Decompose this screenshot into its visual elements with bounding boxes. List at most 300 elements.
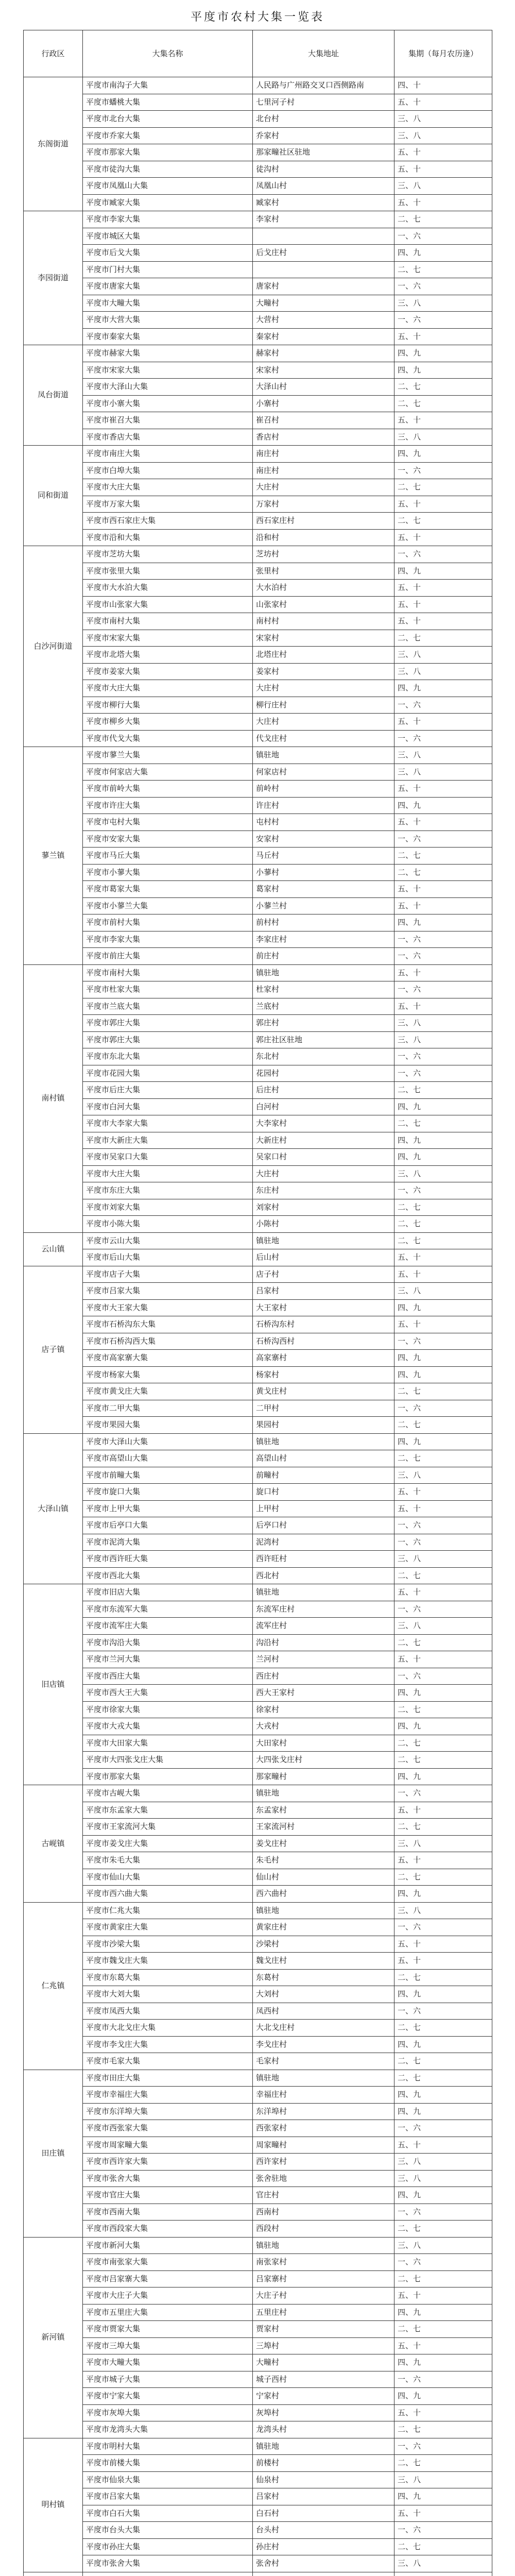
market-period-cell: 三、八 [394, 1467, 492, 1484]
market-name-cell: 平度市黄戈庄大集 [83, 1383, 253, 1400]
market-name-cell: 平度市吕家大集 [83, 1283, 253, 1300]
market-address-cell: 北塔庄村 [253, 647, 394, 664]
market-address-cell: 前岭村 [253, 781, 394, 798]
market-address-cell: 吕家村 [253, 1283, 394, 1300]
market-address-cell: 镇驻地 [253, 1232, 394, 1249]
table-row [24, 1534, 492, 1551]
market-name-cell: 平度市大疃大集 [83, 295, 253, 312]
market-address-cell: 徐家村 [253, 1701, 394, 1718]
market-name-cell: 平度市后亭口大集 [83, 1517, 253, 1534]
market-address-cell: 小寨村 [253, 395, 394, 412]
market-period-cell: 二、七 [394, 1417, 492, 1434]
market-name-cell: 平度市东流军大集 [83, 1601, 253, 1618]
table-row [24, 1350, 492, 1367]
market-name-cell: 平度市贾家大集 [83, 2321, 253, 2338]
table-row [24, 964, 492, 981]
table-row [24, 2087, 492, 2104]
market-name-cell: 平度市旧店大集 [83, 1584, 253, 1601]
market-period-cell: 五、十 [394, 964, 492, 981]
market-address-cell: 大北戈庄村 [253, 2020, 394, 2037]
market-address-cell: 兰底村 [253, 998, 394, 1015]
table-row [24, 2204, 492, 2221]
market-name-cell: 平度市那家大集 [83, 1768, 253, 1785]
market-name-cell: 平度市沙梁大集 [83, 1936, 253, 1953]
market-address-cell: 五里庄村 [253, 2304, 394, 2321]
market-period-cell: 二、七 [394, 211, 492, 228]
market-address-cell: 镇驻地 [253, 2237, 394, 2254]
market-address-cell: 沟沿村 [253, 1634, 394, 1651]
table-row [24, 613, 492, 630]
market-period-cell: 三、八 [394, 429, 492, 446]
market-address-cell: 东孟家村 [253, 1802, 394, 1819]
table-row [24, 2522, 492, 2539]
market-period-cell: 五、十 [394, 1651, 492, 1668]
market-period-cell: 五、十 [394, 1266, 492, 1283]
market-address-cell: 果园村 [253, 1417, 394, 1434]
market-name-cell: 平度市宋家大集 [83, 630, 253, 647]
market-name-cell: 平度市南庄大集 [83, 446, 253, 463]
market-name-cell: 平度市上甲大集 [83, 1500, 253, 1517]
region-cell: 云山镇 [24, 1232, 83, 1266]
market-period-cell: 五、十 [394, 2287, 492, 2304]
market-address-cell: 人民路与广州路交叉口西侧路南 [253, 77, 394, 94]
market-name-cell: 平度市西段家大集 [83, 2221, 253, 2238]
table-row [24, 1500, 492, 1517]
header-region: 行政区 [24, 30, 83, 77]
table-row [24, 881, 492, 898]
table-row [24, 412, 492, 429]
table-row [24, 429, 492, 446]
market-address-cell: 西六曲村 [253, 1886, 394, 1903]
document-title: 平度市农村大集一览表 [190, 11, 324, 24]
market-address-cell: 镇驻地 [253, 964, 394, 981]
table-row [24, 1232, 492, 1249]
table-row [24, 513, 492, 530]
market-period-cell: 二、七 [394, 630, 492, 647]
market-name-cell: 平度市黄家庄大集 [83, 1919, 253, 1936]
market-period-cell: 四、九 [394, 2304, 492, 2321]
table-row [24, 1835, 492, 1852]
market-address-cell: 东庄村 [253, 1182, 394, 1199]
table-row [24, 747, 492, 764]
market-name-cell: 平度市张里大集 [83, 563, 253, 580]
table-row [24, 1182, 492, 1199]
market-period-cell: 一、六 [394, 948, 492, 965]
market-address-cell: 代戈庄村 [253, 730, 394, 747]
table-row [24, 630, 492, 647]
market-name-cell: 平度市高望山大集 [83, 1450, 253, 1467]
market-address-cell: 店子村 [253, 1266, 394, 1283]
table-row [24, 379, 492, 396]
market-address-cell: 石桥沟东村 [253, 1316, 394, 1333]
market-period-cell: 二、七 [394, 1735, 492, 1752]
market-address-cell: 屯村村 [253, 814, 394, 831]
market-period-cell: 五、十 [394, 328, 492, 345]
market-address-cell: 大田家村 [253, 1735, 394, 1752]
market-address-cell: 那家疃村 [253, 1768, 394, 1785]
market-name-cell: 平度市郭庄大集 [83, 1015, 253, 1032]
table-row [24, 1216, 492, 1233]
region-cell: 明村镇 [24, 2438, 83, 2572]
table-row [24, 2488, 492, 2505]
market-address-cell [253, 2572, 394, 2576]
market-name-cell: 平度市南张家大集 [83, 2254, 253, 2271]
market-address-cell: 郭庄社区驻地 [253, 1031, 394, 1048]
market-period-cell: 二、七 [394, 864, 492, 881]
table-row [24, 1450, 492, 1467]
table-row [24, 228, 492, 245]
market-name-cell: 平度市臧家大集 [83, 194, 253, 211]
market-period-cell: 二、七 [394, 1199, 492, 1216]
table-row [24, 111, 492, 128]
market-address-cell: 南庄村 [253, 462, 394, 479]
market-name-cell: 平度市小陈大集 [83, 1216, 253, 1233]
market-period-cell: 四、九 [394, 563, 492, 580]
market-name-cell: 平度市大戎大集 [83, 1718, 253, 1735]
market-address-cell: 前村村 [253, 914, 394, 931]
market-period-cell: 三、八 [394, 647, 492, 664]
market-address-cell: 芝坊村 [253, 546, 394, 563]
market-period-cell: 二、七 [394, 479, 492, 496]
table-row [24, 1634, 492, 1651]
region-cell [24, 2572, 83, 2576]
market-name-cell: 平度市明村大集 [83, 2438, 253, 2455]
market-period-cell: 五、十 [394, 529, 492, 546]
market-name-cell: 平度市姜家大集 [83, 663, 253, 680]
market-address-cell: 大营村 [253, 312, 394, 329]
market-period-cell: 一、六 [394, 462, 492, 479]
market-address-cell: 刘家村 [253, 1199, 394, 1216]
market-period-cell: 五、十 [394, 194, 492, 211]
market-address-cell: 魏戈庄村 [253, 1953, 394, 1970]
region-cell: 田庄镇 [24, 2070, 83, 2237]
table-row [24, 1668, 492, 1685]
table-row [24, 680, 492, 697]
market-address-cell: 二甲村 [253, 1400, 394, 1417]
market-address-cell: 葛家村 [253, 881, 394, 898]
table-row [24, 797, 492, 814]
market-name-cell: 平度市徐家大集 [83, 1701, 253, 1718]
market-address-cell: 大庄村 [253, 714, 394, 731]
market-period-cell: 五、十 [394, 1484, 492, 1501]
table-row [24, 1567, 492, 1584]
market-address-cell: 西石家庄村 [253, 513, 394, 530]
market-period-cell: 二、七 [394, 2421, 492, 2438]
market-address-cell: 黄家庄村 [253, 1919, 394, 1936]
market-period-cell: 一、六 [394, 1065, 492, 1082]
market-address-cell: 石桥沟西村 [253, 1333, 394, 1350]
market-address-cell: 兰河村 [253, 1651, 394, 1668]
market-name-cell: 平度市大刘大集 [83, 1986, 253, 2003]
market-period-cell: 五、十 [394, 2404, 492, 2421]
market-name-cell: 平度市柳乡大集 [83, 714, 253, 731]
table-row [24, 345, 492, 362]
market-address-cell: 大庄村 [253, 479, 394, 496]
market-period-cell: 五、十 [394, 781, 492, 798]
market-address-cell: 大李家村 [253, 1115, 394, 1132]
market-period-cell: 一、六 [394, 546, 492, 563]
table-row [24, 2371, 492, 2388]
market-address-cell: 南庄村 [253, 446, 394, 463]
market-address-cell: 吕家寨村 [253, 2270, 394, 2287]
market-name-cell: 平度市高家寨大集 [83, 1350, 253, 1367]
market-period-cell: 二、七 [394, 1969, 492, 1986]
market-name-cell: 平度市周家疃大集 [83, 2137, 253, 2154]
market-address-cell: 灰埠村 [253, 2404, 394, 2421]
market-period-cell: 四、九 [394, 2187, 492, 2204]
table-row [24, 312, 492, 329]
market-address-cell: 南村村 [253, 613, 394, 630]
market-address-cell: 高望山村 [253, 1450, 394, 1467]
market-address-cell: 西南村 [253, 2204, 394, 2221]
market-name-cell: 平度市大泽山大集 [83, 1433, 253, 1450]
market-name-cell: 平度市二甲大集 [83, 1400, 253, 1417]
market-name-cell: 平度市田庄大集 [83, 2070, 253, 2087]
market-period-cell: 四、九 [394, 1132, 492, 1149]
market-name-cell: 平度市果园大集 [83, 1417, 253, 1434]
market-name-cell [83, 2572, 253, 2576]
market-address-cell: 流军庄村 [253, 1618, 394, 1635]
table-row [24, 2020, 492, 2037]
market-period-cell: 四、九 [394, 680, 492, 697]
market-period-cell: 一、六 [394, 1668, 492, 1685]
table-row [24, 948, 492, 965]
region-cell: 蓼兰镇 [24, 747, 83, 965]
table-row [24, 2053, 492, 2070]
table-row [24, 1333, 492, 1350]
region-cell: 新河镇 [24, 2237, 83, 2438]
market-address-cell: 前疃村 [253, 1467, 394, 1484]
table-row [24, 546, 492, 563]
market-address-cell: 大刘村 [253, 1986, 394, 2003]
market-name-cell: 平度市旋口大集 [83, 1484, 253, 1501]
market-period-cell: 一、六 [394, 1919, 492, 1936]
market-name-cell: 平度市灰埠大集 [83, 2404, 253, 2421]
market-period-cell: 一、六 [394, 1785, 492, 1802]
header-market-name: 大集名称 [83, 30, 253, 77]
market-name-cell: 平度市吕家大集 [83, 2488, 253, 2505]
table-row [24, 1919, 492, 1936]
table-row [24, 1701, 492, 1718]
market-period-cell: 四、九 [394, 1350, 492, 1367]
market-name-cell: 平度市北塔大集 [83, 647, 253, 664]
market-period-cell: 一、六 [394, 831, 492, 848]
table-row [24, 1149, 492, 1166]
market-period-cell: 三、八 [394, 295, 492, 312]
market-period-cell: 五、十 [394, 580, 492, 597]
market-name-cell: 平度市西许家大集 [83, 2154, 253, 2171]
market-name-cell: 平度市宋家大集 [83, 362, 253, 379]
market-address-cell: 大泽山村 [253, 379, 394, 396]
market-address-cell: 前庄村 [253, 948, 394, 965]
market-name-cell: 平度市唐家大集 [83, 278, 253, 295]
market-period-cell: 五、十 [394, 2137, 492, 2154]
table-row [24, 529, 492, 546]
table-row [24, 2187, 492, 2204]
market-period-cell: 三、八 [394, 1551, 492, 1568]
table-row [24, 663, 492, 680]
market-address-cell: 张舍驻地 [253, 2170, 394, 2187]
table-row [24, 2471, 492, 2488]
market-period-cell: 二、七 [394, 395, 492, 412]
market-name-cell: 平度市仙泉大集 [83, 2471, 253, 2488]
market-period-cell [394, 2572, 492, 2576]
table-row [24, 1651, 492, 1668]
market-period-cell: 二、七 [394, 1450, 492, 1467]
table-row [24, 2154, 492, 2171]
market-period-cell: 四、九 [394, 2354, 492, 2371]
market-name-cell: 平度市代戈大集 [83, 730, 253, 747]
market-period-cell: 二、七 [394, 1701, 492, 1718]
table-row [24, 295, 492, 312]
market-address-cell: 凤西村 [253, 2003, 394, 2020]
market-period-cell: 四、九 [394, 1366, 492, 1383]
market-address-cell: 白石村 [253, 2505, 394, 2522]
market-address-cell: 后亭口村 [253, 1517, 394, 1534]
header-market-period: 集期（每月农历逢） [394, 30, 492, 77]
table-row [24, 730, 492, 747]
table-row [24, 1969, 492, 1986]
market-period-cell: 五、十 [394, 94, 492, 111]
market-period-cell: 四、九 [394, 1433, 492, 1450]
market-fair-table [23, 30, 492, 2576]
market-address-cell: 前楼村 [253, 2455, 394, 2472]
market-address-cell: 镇驻地 [253, 2438, 394, 2455]
market-period-cell: 五、十 [394, 1584, 492, 1601]
market-address-cell: 那家疃社区驻地 [253, 144, 394, 161]
market-period-cell: 一、六 [394, 730, 492, 747]
market-address-cell: 镇驻地 [253, 1785, 394, 1802]
table-row [24, 897, 492, 914]
market-period-cell: 三、八 [394, 1031, 492, 1048]
market-address-cell: 西张家村 [253, 2120, 394, 2137]
market-address-cell: 吴家口村 [253, 1149, 394, 1166]
market-period-cell: 三、八 [394, 1902, 492, 1919]
market-period-cell: 二、七 [394, 261, 492, 278]
market-period-cell: 五、十 [394, 998, 492, 1015]
table-row [24, 446, 492, 463]
market-period-cell: 四、九 [394, 362, 492, 379]
market-period-cell: 三、八 [394, 111, 492, 128]
market-address-cell: 乔家村 [253, 127, 394, 144]
table-row [24, 1936, 492, 1953]
table-row [24, 496, 492, 513]
region-cell: 大泽山镇 [24, 1433, 83, 1584]
market-name-cell: 平度市大北戈庄大集 [83, 2020, 253, 2037]
market-period-cell: 五、十 [394, 1852, 492, 1869]
table-row [24, 848, 492, 865]
market-name-cell: 平度市前楼大集 [83, 2455, 253, 2472]
table-row [24, 2538, 492, 2555]
table-row [24, 1098, 492, 1115]
market-name-cell: 平度市大庄大集 [83, 1165, 253, 1182]
market-period-cell: 五、十 [394, 144, 492, 161]
table-row [24, 1785, 492, 1802]
table-row [24, 1417, 492, 1434]
market-name-cell: 平度市东北大集 [83, 1048, 253, 1065]
market-address-cell: 大四张戈庄村 [253, 1752, 394, 1769]
market-address-cell: 朱毛村 [253, 1852, 394, 1869]
market-address-cell: 大疃村 [253, 295, 394, 312]
market-name-cell: 平度市花园大集 [83, 1065, 253, 1082]
market-period-cell: 二、七 [394, 1869, 492, 1886]
market-name-cell: 平度市前岭大集 [83, 781, 253, 798]
region-cell: 东阁街道 [24, 77, 83, 211]
market-address-cell: 仙山村 [253, 1869, 394, 1886]
market-period-cell: 一、六 [394, 1601, 492, 1618]
table-row [24, 1467, 492, 1484]
market-name-cell: 平度市西张家大集 [83, 2120, 253, 2137]
market-address-cell: 沿和村 [253, 529, 394, 546]
table-row [24, 1266, 492, 1283]
market-address-cell: 白河村 [253, 1098, 394, 1115]
market-name-cell: 平度市台头大集 [83, 2522, 253, 2539]
table-row [24, 563, 492, 580]
table-row [24, 2036, 492, 2053]
table-body [24, 77, 492, 2576]
market-name-cell: 平度市前庄大集 [83, 948, 253, 965]
market-address-cell: 宋家村 [253, 362, 394, 379]
market-name-cell: 平度市西庄大集 [83, 1668, 253, 1685]
market-address-cell: 孙庄村 [253, 2538, 394, 2555]
market-name-cell: 平度市宁家大集 [83, 2388, 253, 2405]
table-row [24, 2237, 492, 2254]
table-row [24, 1735, 492, 1752]
table-row [24, 1299, 492, 1316]
market-name-cell: 平度市大王家大集 [83, 1299, 253, 1316]
market-name-cell: 平度市大新庄大集 [83, 1132, 253, 1149]
market-address-cell: 镇驻地 [253, 1902, 394, 1919]
region-cell: 白沙河街道 [24, 546, 83, 747]
table-row [24, 1048, 492, 1065]
table-row [24, 864, 492, 881]
header-market-address: 大集地址 [253, 30, 394, 77]
market-address-cell: 李戈庄村 [253, 2036, 394, 2053]
market-name-cell: 平度市东葛大集 [83, 1969, 253, 1986]
market-name-cell: 平度市官庄大集 [83, 2187, 253, 2204]
market-period-cell: 四、九 [394, 1149, 492, 1166]
market-name-cell: 平度市店子大集 [83, 1266, 253, 1283]
market-period-cell: 一、六 [394, 312, 492, 329]
market-address-cell: 旋口村 [253, 1484, 394, 1501]
table-row [24, 2555, 492, 2572]
market-period-cell: 三、八 [394, 127, 492, 144]
market-name-cell: 平度市北台大集 [83, 111, 253, 128]
market-period-cell: 三、八 [394, 1165, 492, 1182]
market-name-cell: 平度市大泽山大集 [83, 379, 253, 396]
market-period-cell: 一、六 [394, 228, 492, 245]
market-period-cell: 五、十 [394, 897, 492, 914]
market-period-cell: 二、七 [394, 1383, 492, 1400]
market-name-cell: 平度市门村大集 [83, 261, 253, 278]
table-row [24, 1199, 492, 1216]
market-period-cell: 二、七 [394, 1115, 492, 1132]
market-address-cell: 杨家村 [253, 1366, 394, 1383]
market-name-cell: 平度市仁兆大集 [83, 1902, 253, 1919]
market-name-cell: 平度市石桥沟西大集 [83, 1333, 253, 1350]
market-address-cell: 大王家村 [253, 1299, 394, 1316]
market-period-cell: 二、七 [394, 1634, 492, 1651]
market-period-cell: 二、七 [394, 848, 492, 865]
market-address-cell: 李家庄村 [253, 931, 394, 948]
market-name-cell: 平度市马丘大集 [83, 848, 253, 865]
market-period-cell: 五、十 [394, 1249, 492, 1266]
table-row [24, 362, 492, 379]
table-row [24, 580, 492, 597]
table-row [24, 1752, 492, 1769]
market-name-cell: 平度市西许旺大集 [83, 1551, 253, 1568]
market-name-cell: 平度市西南大集 [83, 2204, 253, 2221]
